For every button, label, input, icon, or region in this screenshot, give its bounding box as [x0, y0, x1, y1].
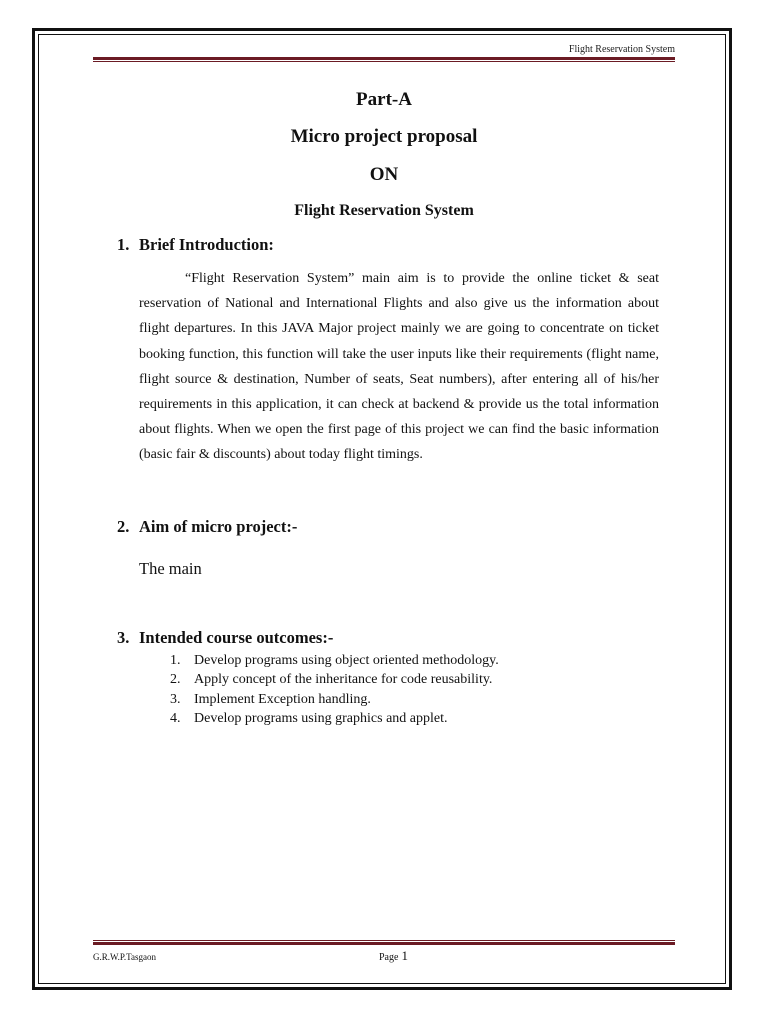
section-heading-introduction: [117, 235, 274, 255]
list-item-text: Develop programs using object oriented methodology.: [194, 653, 499, 668]
list-item: [170, 651, 499, 670]
aim-paragraph: The main: [139, 559, 202, 578]
section-heading-aim: [117, 517, 297, 537]
list-item: [170, 690, 499, 709]
header-rule-thin: [93, 61, 675, 62]
footer-page-number: 1: [401, 948, 408, 963]
on-title: ON: [369, 164, 399, 185]
part-title: Part-A: [356, 89, 412, 110]
header-rule-thick: [93, 57, 675, 60]
proposal-title: Micro project proposal: [290, 126, 478, 147]
list-item-number: 3.: [170, 691, 181, 707]
list-item-number: 2.: [170, 672, 181, 688]
section-number: 3.: [117, 628, 130, 647]
section-heading-text: Brief Introduction:: [139, 235, 274, 254]
section-heading-text: Intended course outcomes:-: [139, 628, 334, 647]
footer-institution: G.R.W.P.Tasgaon: [93, 952, 157, 962]
footer-page-indicator: [379, 948, 408, 964]
list-item-number: 1.: [170, 653, 181, 668]
list-item-text: Develop programs using graphics and applet.: [194, 711, 448, 727]
list-item-number: 4.: [170, 711, 181, 727]
footer-rule-thick: [93, 942, 675, 945]
project-name-title: Flight Reservation System: [294, 202, 474, 219]
list-item-text: Implement Exception handling.: [194, 691, 371, 707]
section-number: 1.: [117, 235, 130, 254]
list-item: [170, 709, 499, 728]
footer-rule-thin: [93, 940, 675, 941]
footer-page-label: Page: [379, 952, 399, 963]
section-heading-outcomes: [117, 628, 333, 648]
running-header-title: Flight Reservation System: [568, 44, 675, 55]
list-item-text: Apply concept of the inheritance for code reusability.: [194, 672, 493, 688]
outcomes-list: [170, 651, 499, 729]
section-number: 2.: [117, 517, 130, 536]
list-item: [170, 670, 499, 689]
section-heading-text: Aim of micro project:-: [139, 517, 298, 536]
introduction-paragraph: “Flight Reservation System” main aim is to provide the online ticket & seat reservation of National and International Flights and also give us the information about flight departures. In this JAVA Major project mainly we are going to concentrate on ticket booking function, this function will take the user inputs like their requirements (flight name, flight source & destination, Number of seats, Seat numbers), after entering all of his/her requirements in this application, it can check at backend & provide us the total information about flights. When we open the first page of this project we can find the basic information (basic fair & discounts) about today flight timings.: [139, 271, 659, 463]
